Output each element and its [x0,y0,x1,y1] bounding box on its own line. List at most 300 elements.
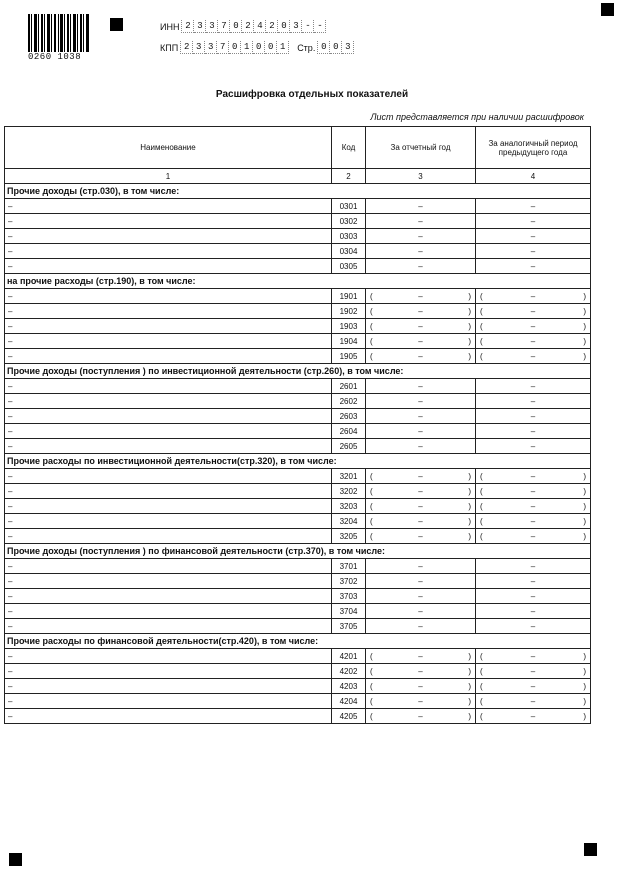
inn-cell: 2 [181,20,194,33]
row-code-cell: 3202 [332,484,366,499]
row-code-cell: 3204 [332,514,366,529]
value-dash: – [418,561,423,571]
paren-close: ) [583,321,586,331]
row-code-cell: 2603 [332,409,366,424]
row-code-cell: 1904 [332,334,366,349]
value-dash: – [530,381,536,391]
table-row [5,439,591,454]
row-value-previous [476,199,591,214]
row-code-cell: 3205 [332,529,366,544]
section-header-row [5,634,591,649]
row-value-previous [476,409,591,424]
paren-open: ( [480,696,483,706]
value-dash: – [418,321,423,331]
row-value-current [366,319,476,334]
paren-open: ( [480,351,483,361]
row-value-previous [476,394,591,409]
table-row [5,664,591,679]
value-dash: – [530,396,536,406]
row-name-cell: – [5,484,332,499]
paren-close: ) [468,486,471,496]
paren-open: ( [480,531,483,541]
row-value-current [366,484,476,499]
row-code-cell: 3701 [332,559,366,574]
table-row [5,199,591,214]
col-header-previous: За аналогичный период предыдущего года [476,127,591,169]
row-name-cell: – [5,574,332,589]
paren-close: ) [468,291,471,301]
row-value-current [366,214,476,229]
table-row [5,679,591,694]
value-dash: – [530,411,536,421]
paren-open: ( [370,696,373,706]
value-dash: – [418,681,423,691]
indicators-table [4,126,591,724]
table-row [5,304,591,319]
col-header-code: Код [332,127,366,169]
kpp-cell: 0 [265,41,277,54]
value-dash: – [418,426,423,436]
table-row [5,424,591,439]
table-row [5,334,591,349]
table-row [5,484,591,499]
value-dash: – [530,291,536,301]
value-dash: – [418,306,423,316]
row-value-current [366,409,476,424]
value-dash: – [530,681,536,691]
value-dash: – [530,711,536,721]
value-dash: – [418,516,423,526]
inn-cell: 4 [254,20,266,33]
value-dash: – [530,261,536,271]
value-dash: – [418,291,423,301]
paren-open: ( [480,471,483,481]
row-value-current [366,334,476,349]
section-title: Прочие доходы (поступления ) по инвестиционной деятельности (стр.260), в том числе: [5,364,591,379]
paren-close: ) [468,696,471,706]
corner-marker-bottom-left [9,853,22,866]
row-name-cell: – [5,709,332,724]
table-row [5,649,591,664]
row-name-cell: – [5,424,332,439]
table-row [5,589,591,604]
paren-open: ( [480,486,483,496]
paren-close: ) [583,666,586,676]
row-value-previous [476,649,591,664]
row-code-cell: 3704 [332,604,366,619]
table-row [5,214,591,229]
row-name-cell: – [5,349,332,364]
row-code-cell: 4205 [332,709,366,724]
paren-close: ) [468,501,471,511]
inn-cells [181,20,326,33]
inn-cell: 3 [194,20,206,33]
value-dash: – [530,351,536,361]
value-dash: – [530,576,536,586]
value-dash: – [418,351,423,361]
row-value-current [366,514,476,529]
paren-open: ( [480,651,483,661]
paren-open: ( [480,321,483,331]
paren-close: ) [583,696,586,706]
paren-open: ( [370,336,373,346]
value-dash: – [530,621,536,631]
table-row [5,604,591,619]
table-row [5,244,591,259]
section-title: Прочие расходы по финансовой деятельности(стр.420), в том числе: [5,634,591,649]
table-row [5,379,591,394]
table-row [5,709,591,724]
row-code-cell: 2605 [332,439,366,454]
value-dash: – [530,246,536,256]
kpp-cells [180,41,289,54]
row-value-current [366,379,476,394]
paren-close: ) [583,651,586,661]
row-code-cell: 0303 [332,229,366,244]
paren-close: ) [583,516,586,526]
row-value-current [366,649,476,664]
row-value-current [366,679,476,694]
col-number-4: 4 [476,169,591,184]
paren-close: ) [583,291,586,301]
row-value-previous [476,574,591,589]
row-code-cell: 0302 [332,214,366,229]
row-value-previous [476,694,591,709]
row-value-current [366,289,476,304]
value-dash: – [530,426,536,436]
row-value-current [366,259,476,274]
paren-close: ) [468,666,471,676]
paren-open: ( [370,681,373,691]
row-value-current [366,229,476,244]
row-value-previous [476,469,591,484]
value-dash: – [418,336,423,346]
row-code-cell: 3201 [332,469,366,484]
paren-close: ) [468,351,471,361]
section-title: Прочие доходы (стр.030), в том числе: [5,184,591,199]
section-header-row [5,544,591,559]
col-number-2: 2 [332,169,366,184]
value-dash: – [530,561,536,571]
kpp-cell: 1 [241,41,253,54]
value-dash: – [418,576,423,586]
paren-close: ) [468,321,471,331]
row-value-current [366,694,476,709]
section-title: на прочие расходы (стр.190), в том числе: [5,274,591,289]
table-row [5,469,591,484]
row-name-cell: – [5,679,332,694]
row-name-cell: – [5,529,332,544]
table-row [5,394,591,409]
row-name-cell: – [5,664,332,679]
paren-close: ) [468,336,471,346]
paren-open: ( [370,351,373,361]
row-code-cell: 3203 [332,499,366,514]
row-value-previous [476,439,591,454]
row-code-cell: 3703 [332,589,366,604]
paren-open: ( [370,651,373,661]
row-name-cell: – [5,604,332,619]
value-dash: – [530,516,536,526]
value-dash: – [530,231,536,241]
table-row [5,574,591,589]
row-name-cell: – [5,259,332,274]
kpp-cell: 7 [217,41,229,54]
paren-close: ) [583,681,586,691]
row-value-previous [476,349,591,364]
table-row [5,289,591,304]
row-value-previous [476,484,591,499]
row-value-current [366,244,476,259]
value-dash: – [418,666,423,676]
inn-cell: - [314,20,326,33]
value-dash: – [418,486,423,496]
paren-close: ) [468,471,471,481]
value-dash: – [530,486,536,496]
table-row [5,694,591,709]
value-dash: – [530,471,536,481]
table-row [5,259,591,274]
kpp-cell: 3 [193,41,205,54]
row-name-cell: – [5,589,332,604]
row-code-cell: 1902 [332,304,366,319]
row-value-current [366,604,476,619]
col-number-1: 1 [5,169,332,184]
row-name-cell: – [5,199,332,214]
row-name-cell: – [5,334,332,349]
value-dash: – [418,531,423,541]
row-value-previous [476,499,591,514]
row-code-cell: 3702 [332,574,366,589]
paren-open: ( [370,531,373,541]
paren-open: ( [370,306,373,316]
row-code-cell: 1901 [332,289,366,304]
page-cells [317,41,354,54]
paren-close: ) [468,681,471,691]
table-row [5,619,591,634]
col-header-name: Наименование [5,127,332,169]
value-dash: – [418,381,423,391]
row-name-cell: – [5,514,332,529]
row-name-cell: – [5,649,332,664]
row-value-current [366,394,476,409]
row-name-cell: – [5,319,332,334]
paren-close: ) [583,471,586,481]
row-code-cell: 4203 [332,679,366,694]
value-dash: – [418,651,423,661]
row-code-cell: 4204 [332,694,366,709]
page-cell: 0 [330,41,342,54]
value-dash: – [418,246,423,256]
row-code-cell: 0304 [332,244,366,259]
paren-close: ) [468,651,471,661]
row-code-cell: 0305 [332,259,366,274]
row-value-previous [476,604,591,619]
row-name-cell: – [5,439,332,454]
value-dash: – [530,336,536,346]
row-name-cell: – [5,619,332,634]
kpp-cell: 0 [229,41,241,54]
row-code-cell: 1905 [332,349,366,364]
row-value-current [366,664,476,679]
page-subtitle: Лист представляется при наличии расшифровок [370,112,584,122]
value-dash: – [418,621,423,631]
row-value-previous [476,259,591,274]
row-value-current [366,424,476,439]
paren-close: ) [468,516,471,526]
value-dash: – [530,201,536,211]
paren-open: ( [370,471,373,481]
paren-open: ( [480,336,483,346]
row-name-cell: – [5,559,332,574]
row-name-cell: – [5,229,332,244]
inn-cell: 0 [230,20,242,33]
section-title: Прочие доходы (поступления ) по финансовой деятельности (стр.370), в том числе: [5,544,591,559]
section-header-row [5,184,591,199]
paren-open: ( [370,666,373,676]
row-code-cell: 1903 [332,319,366,334]
value-dash: – [530,501,536,511]
row-name-cell: – [5,379,332,394]
value-dash: – [530,696,536,706]
table-row [5,499,591,514]
table-row [5,319,591,334]
row-value-current [366,199,476,214]
row-value-current [366,589,476,604]
kpp-cell: 0 [253,41,265,54]
row-value-previous [476,214,591,229]
paren-open: ( [480,291,483,301]
value-dash: – [418,711,423,721]
kpp-label: КПП [160,42,179,53]
kpp-cell: 2 [180,41,193,54]
table-row [5,514,591,529]
corner-marker-bottom-right [584,843,597,856]
value-dash: – [418,396,423,406]
row-value-current [366,469,476,484]
inn-cell: 7 [218,20,230,33]
inn-cell: 0 [278,20,290,33]
paren-close: ) [583,486,586,496]
paren-close: ) [583,336,586,346]
row-value-previous [476,619,591,634]
value-dash: – [530,216,536,226]
value-dash: – [530,651,536,661]
inn-cell: 2 [266,20,278,33]
row-value-previous [476,709,591,724]
row-value-previous [476,229,591,244]
value-dash: – [418,696,423,706]
value-dash: – [418,411,423,421]
row-value-current [366,529,476,544]
section-header-row [5,364,591,379]
paren-open: ( [480,711,483,721]
value-dash: – [418,231,423,241]
value-dash: – [530,591,536,601]
row-name-cell: – [5,244,332,259]
row-code-cell: 2601 [332,379,366,394]
corner-marker-top-left [110,18,123,31]
table-row [5,229,591,244]
paren-close: ) [468,531,471,541]
value-dash: – [530,306,536,316]
row-value-previous [476,589,591,604]
value-dash: – [418,441,423,451]
row-name-cell: – [5,214,332,229]
inn-cell: 3 [206,20,218,33]
barcode-image [28,14,90,54]
paren-open: ( [370,321,373,331]
row-name-cell: – [5,499,332,514]
row-value-previous [476,289,591,304]
row-value-previous [476,514,591,529]
section-header-row [5,274,591,289]
row-code-cell: 2602 [332,394,366,409]
row-value-previous [476,244,591,259]
row-name-cell: – [5,304,332,319]
inn-label: ИНН [160,21,180,32]
row-code-cell: 3705 [332,619,366,634]
paren-open: ( [480,501,483,511]
row-value-current [366,349,476,364]
paren-open: ( [480,516,483,526]
inn-cell: 2 [242,20,254,33]
row-code-cell: 0301 [332,199,366,214]
page-title: Расшифровка отдельных показателей [215,89,409,100]
row-value-previous [476,679,591,694]
value-dash: – [530,321,536,331]
section-title: Прочие расходы по инвестиционной деятельности(стр.320), в том числе: [5,454,591,469]
value-dash: – [418,606,423,616]
paren-close: ) [468,306,471,316]
inn-cell: - [302,20,314,33]
table-row [5,409,591,424]
col-number-3: 3 [366,169,476,184]
row-value-previous [476,664,591,679]
row-name-cell: – [5,394,332,409]
table-row [5,529,591,544]
paren-close: ) [468,711,471,721]
row-value-current [366,439,476,454]
value-dash: – [530,441,536,451]
paren-open: ( [480,681,483,691]
page-label: Стр. [297,42,316,53]
row-name-cell: – [5,469,332,484]
row-value-current [366,709,476,724]
paren-open: ( [370,711,373,721]
row-value-current [366,574,476,589]
col-header-current: За отчетный год [366,127,476,169]
row-value-previous [476,424,591,439]
row-value-current [366,619,476,634]
value-dash: – [418,471,423,481]
row-value-previous [476,334,591,349]
section-header-row [5,454,591,469]
row-code-cell: 4202 [332,664,366,679]
value-dash: – [530,666,536,676]
row-name-cell: – [5,694,332,709]
row-value-previous [476,379,591,394]
paren-close: ) [583,351,586,361]
value-dash: – [418,216,423,226]
value-dash: – [530,606,536,616]
paren-open: ( [480,306,483,316]
paren-open: ( [370,501,373,511]
paren-open: ( [370,486,373,496]
row-code-cell: 4201 [332,649,366,664]
value-dash: – [418,261,423,271]
row-code-cell: 2604 [332,424,366,439]
